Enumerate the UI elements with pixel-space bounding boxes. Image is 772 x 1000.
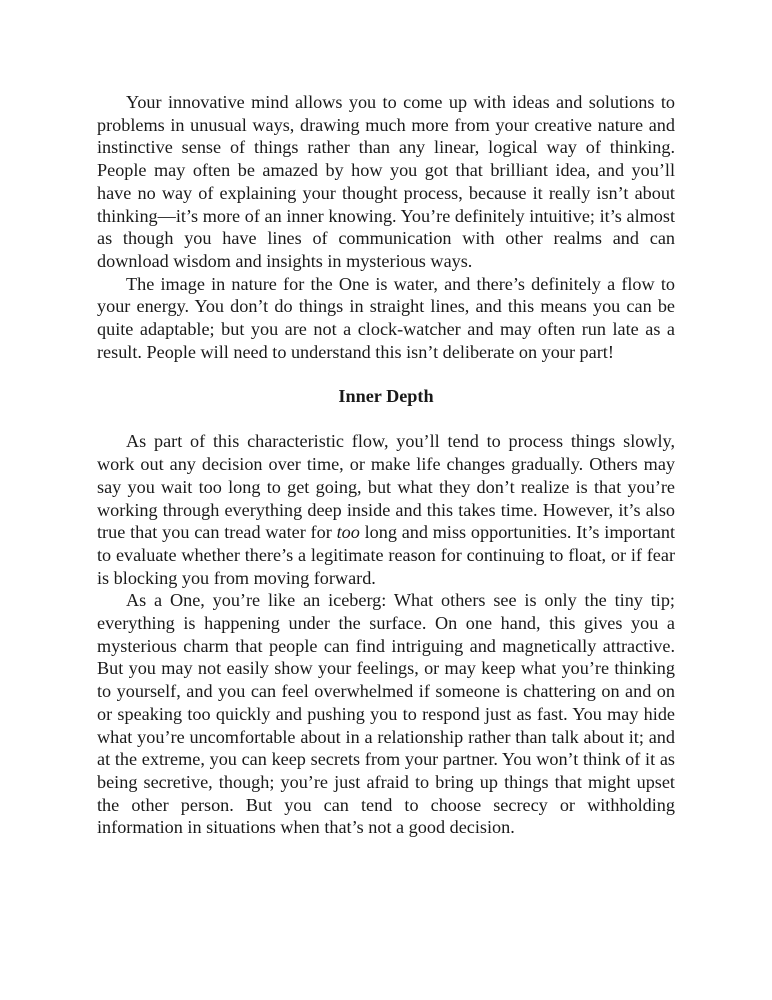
paragraph-process-slowly [97, 430, 675, 589]
paragraph-water-flow: The image in nature for the One is water, and there’s definitely a flow to your energy. You don’t do things in straight lines, and this means you can be quite adaptable; but you are not a clock-watcher and may often run late as a result. People will need to understand this isn’t deliberate on your part! [97, 273, 675, 362]
paragraph-intuitive-mind: Your innovative mind allows you to come up with ideas and solutions to problems in unusual ways, drawing much more from your creative nature and instinctive sense of things rather than any linear, logical way of thinking. People may often be amazed by how you got that brilliant idea, and you’ll have no way of explaining your thought process, because it really isn’t about thinking—it’s more of an inner knowing. You’re definitely intuitive; it’s almost as though you have lines of communication with other realms and can download wisdom and insights in mysterious ways. [97, 92, 675, 271]
paragraph-text: long and miss opportunities. It’s important to evaluate whether there’s a legitimate reason for continuing to float, or if fear is blocking you from moving forward. [97, 522, 675, 588]
paragraph-iceberg: As a One, you’re like an iceberg: What others see is only the tiny tip; everything is happening under the surface. On one hand, this gives you a mysterious charm that people can find intriguing and magnetically attractive. But you may not easily show your feelings, or may keep what you’re thinking to yourself, and you can feel overwhelmed if someone is chattering on and on or speaking too quickly and pushing you to respond just as fast. You may hide what you’re uncomfortable about in a relationship rather than talk about it; and at the extreme, you can keep secrets from your partner. You won’t think of it as being secretive, though; you’re just afraid to bring up things that might upset the other person. But you can tend to choose secrecy or withholding information in situations when that’s not a good decision. [97, 590, 675, 838]
page-body [97, 91, 675, 839]
paragraph-text: As part of this characteristic flow, you’ll tend to process things slowly, work out any decision over time, or make life changes gradually. Others may say you wait too long to get going, but what they don’t realize is that you’re working through everything deep inside and this takes time. However, it’s also true that you can tread water for [97, 431, 675, 543]
section-heading: Inner Depth [338, 386, 434, 407]
emphasis-text: too [336, 522, 360, 543]
